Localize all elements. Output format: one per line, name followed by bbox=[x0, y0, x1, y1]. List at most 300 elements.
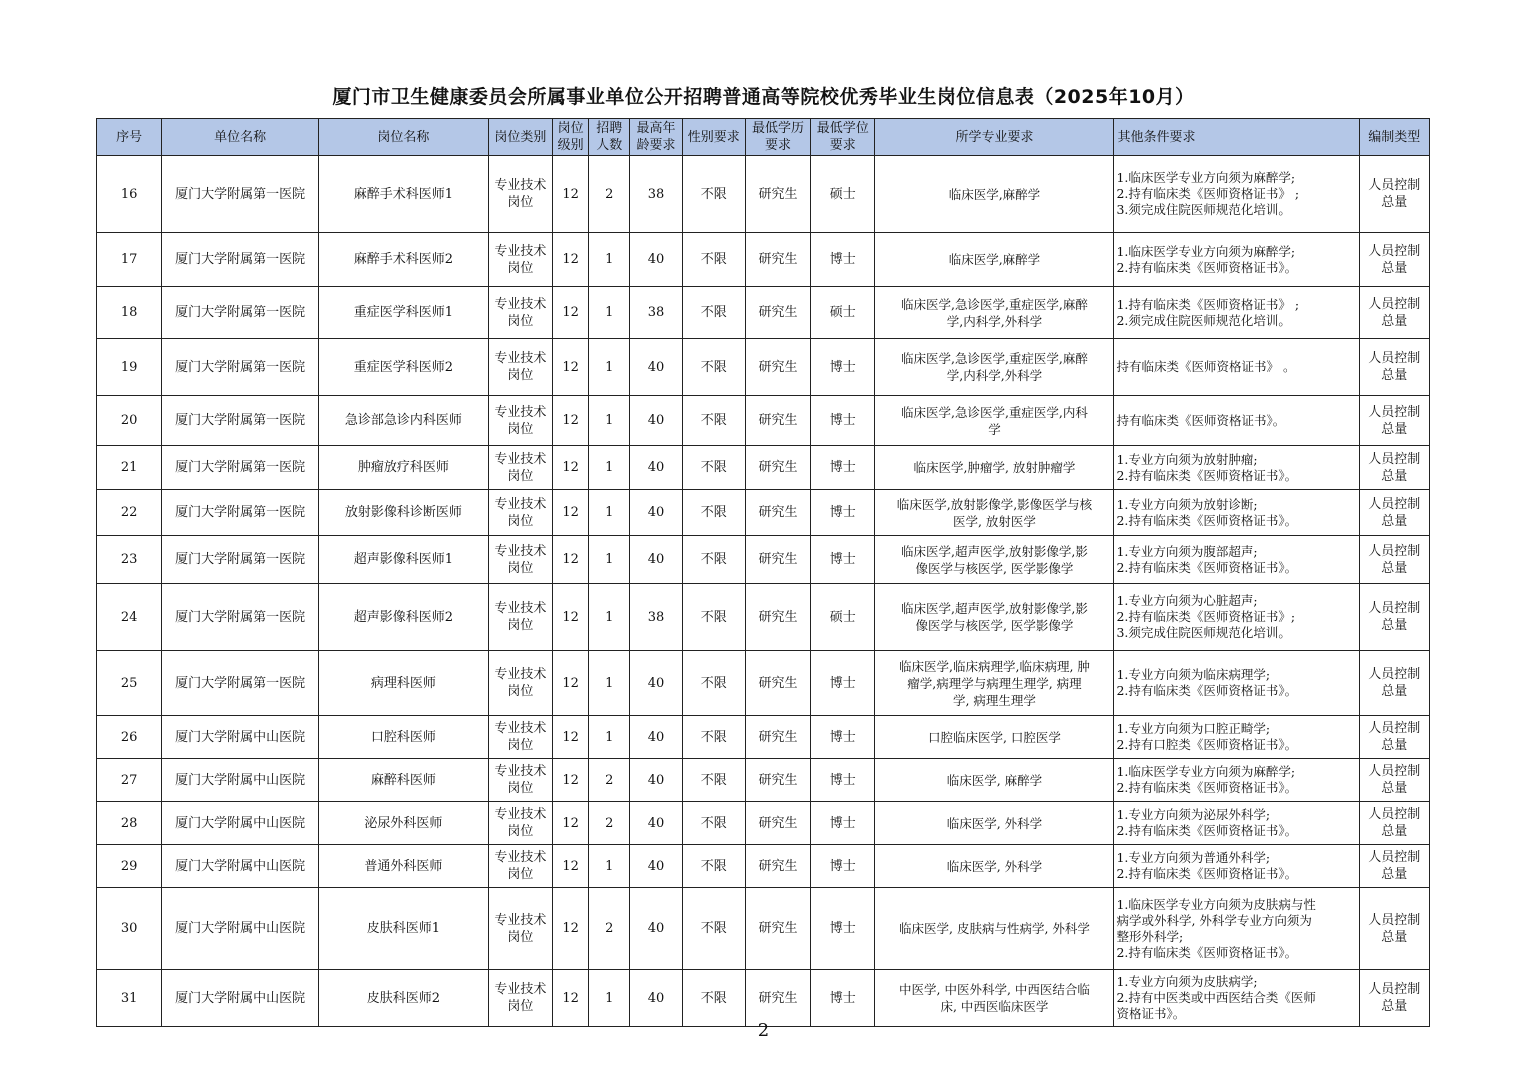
cell-seq: 24 bbox=[97, 584, 162, 651]
cell-other-line: 1.专业方向须为放射肿瘤; bbox=[1116, 451, 1258, 467]
cell-age: 40 bbox=[630, 845, 682, 888]
cell-other-line: 2.持有中医类或中西医结合类《医师 bbox=[1116, 990, 1316, 1005]
cell-other-line: 1.临床医学专业方向须为皮肤病与性 bbox=[1116, 896, 1316, 912]
cell-degree: 博士 bbox=[811, 759, 875, 802]
cell-major-line: 临床医学,麻醉学 bbox=[948, 252, 1041, 267]
cell-category-line: 专业技术 bbox=[494, 243, 547, 259]
cell-staff-line: 人员控制 bbox=[1368, 601, 1421, 616]
cell-other-line: 2.持有临床类《医师资格证书》。 bbox=[1116, 259, 1298, 275]
cell-staff-line: 人员控制 bbox=[1368, 496, 1421, 512]
cell-major bbox=[875, 446, 1114, 490]
cell-other bbox=[1114, 396, 1359, 446]
cell-staff bbox=[1359, 536, 1429, 584]
cell-level: 12 bbox=[553, 802, 589, 845]
cell-edu: 研究生 bbox=[745, 536, 810, 584]
cell-edu: 研究生 bbox=[745, 396, 810, 446]
cell-other-line: 2.须完成住院医师规范化培训。 bbox=[1116, 312, 1291, 328]
cell-degree: 博士 bbox=[811, 845, 875, 888]
header-other: 其他条件要求 bbox=[1114, 119, 1359, 156]
cell-unit: 厦门大学附属第一医院 bbox=[162, 233, 319, 287]
cell-count: 1 bbox=[589, 446, 630, 490]
cell-category bbox=[488, 584, 552, 651]
cell-level: 12 bbox=[553, 759, 589, 802]
cell-age: 38 bbox=[630, 287, 682, 339]
page-title: 厦门市卫生健康委员会所属事业单位公开招聘普通高等院校优秀毕业生岗位信息表（2025年10月） bbox=[332, 86, 1195, 108]
cell-major-line: 像医学与核医学, 医学影像学 bbox=[915, 560, 1074, 576]
cell-level: 12 bbox=[553, 716, 589, 759]
cell-seq: 26 bbox=[97, 716, 162, 759]
header-age: 最高年 龄要求 bbox=[630, 119, 682, 156]
cell-staff-line: 总量 bbox=[1381, 738, 1408, 753]
cell-other-line: 1.专业方向须为普通外科学; bbox=[1116, 850, 1271, 865]
table-row bbox=[97, 651, 1430, 716]
cell-major-line: 临床医学,放射影像学,影像医学与核 bbox=[896, 496, 1093, 512]
cell-category bbox=[488, 651, 552, 716]
cell-age: 40 bbox=[630, 970, 682, 1027]
cell-post: 普通外科医师 bbox=[318, 845, 488, 888]
cell-category-line: 专业技术 bbox=[494, 764, 547, 779]
cell-age: 40 bbox=[630, 888, 682, 970]
cell-other bbox=[1114, 156, 1359, 233]
cell-major-line: 瘤学,病理学与病理生理学, 病理 bbox=[907, 675, 1082, 691]
cell-other-line: 1.持有临床类《医师资格证书》 ; bbox=[1116, 296, 1300, 312]
cell-post: 麻醉科医师 bbox=[318, 759, 488, 802]
cell-category-line: 专业技术 bbox=[494, 451, 547, 467]
cell-other-line: 2.持有临床类《医师资格证书》。 bbox=[1116, 559, 1298, 575]
cell-other-line: 1.临床医学专业方向须为麻醉学; bbox=[1116, 764, 1296, 779]
cell-other bbox=[1114, 970, 1359, 1027]
cell-degree: 博士 bbox=[811, 970, 875, 1027]
cell-degree: 博士 bbox=[811, 888, 875, 970]
cell-major-line: 临床医学,肿瘤学, 放射肿瘤学 bbox=[913, 460, 1076, 475]
cell-category-line: 岗位 bbox=[507, 867, 534, 882]
header-staff: 编制类型 bbox=[1359, 119, 1429, 156]
cell-major-line: 中医学, 中医外科学, 中西医结合临 bbox=[899, 982, 1090, 997]
cell-major bbox=[875, 651, 1114, 716]
cell-major bbox=[875, 287, 1114, 339]
cell-age: 40 bbox=[630, 651, 682, 716]
cell-gender: 不限 bbox=[682, 287, 745, 339]
cell-category-line: 岗位 bbox=[507, 684, 534, 699]
cell-unit: 厦门大学附属中山医院 bbox=[162, 845, 319, 888]
cell-category bbox=[488, 888, 552, 970]
table-row bbox=[97, 396, 1430, 446]
table-row bbox=[97, 446, 1430, 490]
cell-other-line: 3.须完成住院医师规范化培训。 bbox=[1116, 202, 1291, 217]
cell-other-line: 1.专业方向须为心脏超声; bbox=[1116, 593, 1258, 608]
cell-other bbox=[1114, 759, 1359, 802]
table-row bbox=[97, 802, 1430, 845]
cell-staff bbox=[1359, 339, 1429, 396]
cell-other-line: 2.持有临床类《医师资格证书》; bbox=[1116, 609, 1296, 624]
cell-post: 病理科医师 bbox=[318, 651, 488, 716]
cell-category-line: 专业技术 bbox=[494, 296, 547, 312]
cell-level: 12 bbox=[553, 651, 589, 716]
cell-age: 40 bbox=[630, 490, 682, 536]
cell-staff-line: 人员控制 bbox=[1368, 912, 1421, 928]
cell-gender: 不限 bbox=[682, 396, 745, 446]
cell-count: 1 bbox=[589, 584, 630, 651]
cell-staff-line: 总量 bbox=[1381, 929, 1408, 945]
cell-post: 皮肤科医师2 bbox=[318, 970, 488, 1027]
cell-staff bbox=[1359, 970, 1429, 1027]
cell-level: 12 bbox=[553, 446, 589, 490]
cell-category-line: 专业技术 bbox=[494, 912, 547, 928]
cell-staff-line: 总量 bbox=[1381, 999, 1408, 1014]
cell-other-line: 病学或外科学, 外科学专业方向须为 bbox=[1116, 912, 1312, 928]
cell-other-line: 2.持有临床类《医师资格证书》。 bbox=[1116, 780, 1298, 795]
cell-other bbox=[1114, 716, 1359, 759]
cell-level: 12 bbox=[553, 156, 589, 233]
cell-other bbox=[1114, 802, 1359, 845]
cell-other-line: 2.持有临床类《医师资格证书》。 bbox=[1116, 512, 1298, 528]
cell-gender: 不限 bbox=[682, 970, 745, 1027]
cell-seq: 23 bbox=[97, 536, 162, 584]
cell-category-line: 岗位 bbox=[507, 421, 534, 437]
cell-unit: 厦门大学附属中山医院 bbox=[162, 716, 319, 759]
header-edu: 最低学历 要求 bbox=[745, 119, 810, 156]
cell-unit: 厦门大学附属第一医院 bbox=[162, 536, 319, 584]
cell-count: 1 bbox=[589, 536, 630, 584]
cell-major-line: 临床医学, 外科学 bbox=[946, 858, 1043, 874]
cell-gender: 不限 bbox=[682, 802, 745, 845]
cell-degree: 博士 bbox=[811, 339, 875, 396]
cell-age: 40 bbox=[630, 339, 682, 396]
cell-staff-line: 总量 bbox=[1381, 313, 1408, 329]
cell-edu: 研究生 bbox=[745, 287, 810, 339]
cell-seq: 18 bbox=[97, 287, 162, 339]
cell-major-line: 临床医学,临床病理学,临床病理, 肿 bbox=[899, 658, 1090, 674]
cell-major bbox=[875, 339, 1114, 396]
cell-category-line: 专业技术 bbox=[494, 721, 547, 736]
cell-seq: 17 bbox=[97, 233, 162, 287]
cell-gender: 不限 bbox=[682, 584, 745, 651]
cell-staff bbox=[1359, 584, 1429, 651]
cell-edu: 研究生 bbox=[745, 490, 810, 536]
cell-age: 40 bbox=[630, 233, 682, 287]
cell-level: 12 bbox=[553, 584, 589, 651]
cell-major-line: 临床医学, 外科学 bbox=[946, 815, 1043, 831]
table-row bbox=[97, 156, 1430, 233]
table-row bbox=[97, 287, 1430, 339]
header-category: 岗位类别 bbox=[488, 119, 552, 156]
cell-edu: 研究生 bbox=[745, 970, 810, 1027]
cell-staff-line: 总量 bbox=[1381, 260, 1408, 276]
cell-other-line: 2.持有临床类《医师资格证书》 ; bbox=[1116, 186, 1300, 201]
cell-category-line: 岗位 bbox=[507, 260, 534, 276]
header-degree: 最低学位 要求 bbox=[811, 119, 875, 156]
cell-category-line: 专业技术 bbox=[494, 496, 547, 512]
cell-staff-line: 人员控制 bbox=[1368, 296, 1421, 312]
cell-major bbox=[875, 888, 1114, 970]
cell-post: 麻醉手术科医师1 bbox=[318, 156, 488, 233]
cell-category bbox=[488, 396, 552, 446]
cell-other-line: 2.持有临床类《医师资格证书》。 bbox=[1116, 823, 1298, 838]
cell-edu: 研究生 bbox=[745, 845, 810, 888]
cell-staff-line: 总量 bbox=[1381, 684, 1408, 699]
cell-category-line: 岗位 bbox=[507, 513, 534, 529]
cell-count: 1 bbox=[589, 396, 630, 446]
cell-staff-line: 总量 bbox=[1381, 513, 1408, 529]
cell-unit: 厦门大学附属中山医院 bbox=[162, 970, 319, 1027]
cell-unit: 厦门大学附属中山医院 bbox=[162, 802, 319, 845]
cell-other-line: 2.持有临床类《医师资格证书》。 bbox=[1116, 683, 1298, 698]
cell-degree: 博士 bbox=[811, 716, 875, 759]
cell-gender: 不限 bbox=[682, 536, 745, 584]
cell-other-line: 1.专业方向须为泌尿外科学; bbox=[1116, 807, 1271, 822]
cell-category bbox=[488, 233, 552, 287]
cell-staff bbox=[1359, 396, 1429, 446]
cell-level: 12 bbox=[553, 287, 589, 339]
cell-other bbox=[1114, 584, 1359, 651]
cell-other-line: 2.持有临床类《医师资格证书》。 bbox=[1116, 467, 1298, 483]
cell-gender: 不限 bbox=[682, 339, 745, 396]
cell-post: 麻醉手术科医师2 bbox=[318, 233, 488, 287]
cell-staff-line: 总量 bbox=[1381, 468, 1408, 484]
cell-count: 2 bbox=[589, 156, 630, 233]
cell-other bbox=[1114, 651, 1359, 716]
cell-unit: 厦门大学附属第一医院 bbox=[162, 339, 319, 396]
table-row bbox=[97, 233, 1430, 287]
cell-seq: 25 bbox=[97, 651, 162, 716]
cell-level: 12 bbox=[553, 845, 589, 888]
table-row bbox=[97, 970, 1430, 1027]
cell-degree: 硕士 bbox=[811, 584, 875, 651]
cell-seq: 22 bbox=[97, 490, 162, 536]
cell-unit: 厦门大学附属第一医院 bbox=[162, 287, 319, 339]
cell-degree: 博士 bbox=[811, 802, 875, 845]
cell-category bbox=[488, 716, 552, 759]
cell-major-line: 临床医学,急诊医学,重症医学,内科 bbox=[900, 404, 1088, 420]
cell-category-line: 岗位 bbox=[507, 781, 534, 796]
cell-level: 12 bbox=[553, 339, 589, 396]
cell-edu: 研究生 bbox=[745, 759, 810, 802]
cell-count: 1 bbox=[589, 651, 630, 716]
cell-degree: 博士 bbox=[811, 490, 875, 536]
cell-staff bbox=[1359, 287, 1429, 339]
cell-major bbox=[875, 156, 1114, 233]
cell-age: 40 bbox=[630, 716, 682, 759]
cell-major bbox=[875, 802, 1114, 845]
table-row bbox=[97, 759, 1430, 802]
table-row bbox=[97, 339, 1430, 396]
cell-seq: 30 bbox=[97, 888, 162, 970]
cell-gender: 不限 bbox=[682, 446, 745, 490]
header-count: 招聘 人数 bbox=[589, 119, 630, 156]
cell-staff-line: 总量 bbox=[1381, 781, 1408, 796]
cell-other-line: 2.持有临床类《医师资格证书》。 bbox=[1116, 944, 1298, 960]
cell-count: 1 bbox=[589, 845, 630, 888]
cell-staff-line: 人员控制 bbox=[1368, 404, 1421, 420]
cell-other bbox=[1114, 536, 1359, 584]
cell-degree: 博士 bbox=[811, 396, 875, 446]
cell-edu: 研究生 bbox=[745, 446, 810, 490]
cell-staff-line: 总量 bbox=[1381, 421, 1408, 437]
cell-post: 超声影像科医师1 bbox=[318, 536, 488, 584]
cell-major-line: 像医学与核医学, 医学影像学 bbox=[915, 618, 1074, 633]
cell-staff bbox=[1359, 446, 1429, 490]
cell-major-line: 临床医学, 皮肤病与性病学, 外科学 bbox=[899, 921, 1090, 936]
cell-major-line: 临床医学,超声医学,放射影像学,影 bbox=[900, 601, 1088, 616]
cell-age: 40 bbox=[630, 802, 682, 845]
cell-major-line: 口腔临床医学, 口腔医学 bbox=[927, 729, 1061, 745]
cell-other bbox=[1114, 490, 1359, 536]
cell-category-line: 专业技术 bbox=[494, 807, 547, 822]
cell-major bbox=[875, 536, 1114, 584]
cell-count: 1 bbox=[589, 716, 630, 759]
cell-gender: 不限 bbox=[682, 233, 745, 287]
cell-seq: 27 bbox=[97, 759, 162, 802]
cell-staff bbox=[1359, 156, 1429, 233]
cell-staff-line: 人员控制 bbox=[1368, 721, 1421, 736]
cell-level: 12 bbox=[553, 536, 589, 584]
cell-category-line: 专业技术 bbox=[494, 351, 547, 366]
cell-other-line: 1.专业方向须为腹部超声; bbox=[1116, 543, 1258, 559]
cell-category bbox=[488, 970, 552, 1027]
cell-other bbox=[1114, 287, 1359, 339]
cell-staff bbox=[1359, 716, 1429, 759]
cell-category-line: 岗位 bbox=[507, 195, 534, 210]
cell-category bbox=[488, 536, 552, 584]
cell-gender: 不限 bbox=[682, 759, 745, 802]
cell-category-line: 岗位 bbox=[507, 313, 534, 329]
cell-staff-line: 总量 bbox=[1381, 867, 1408, 882]
table-row bbox=[97, 536, 1430, 584]
cell-category-line: 岗位 bbox=[507, 618, 534, 633]
cell-degree: 硕士 bbox=[811, 287, 875, 339]
cell-post: 重症医学科医师2 bbox=[318, 339, 488, 396]
cell-category-line: 专业技术 bbox=[494, 404, 547, 420]
cell-post: 放射影像科诊断医师 bbox=[318, 490, 488, 536]
cell-level: 12 bbox=[553, 490, 589, 536]
cell-staff bbox=[1359, 802, 1429, 845]
cell-unit: 厦门大学附属中山医院 bbox=[162, 759, 319, 802]
cell-category-line: 专业技术 bbox=[494, 850, 547, 865]
cell-major-line: 临床医学, 麻醉学 bbox=[946, 772, 1043, 788]
cell-staff bbox=[1359, 759, 1429, 802]
cell-major-line: 学, 病理生理学 bbox=[952, 692, 1036, 708]
cell-staff-line: 总量 bbox=[1381, 560, 1408, 576]
cell-seq: 19 bbox=[97, 339, 162, 396]
cell-staff-line: 总量 bbox=[1381, 618, 1408, 633]
cell-staff-line: 人员控制 bbox=[1368, 351, 1421, 366]
cell-major bbox=[875, 845, 1114, 888]
cell-seq: 20 bbox=[97, 396, 162, 446]
cell-staff bbox=[1359, 888, 1429, 970]
cell-count: 1 bbox=[589, 339, 630, 396]
cell-other-line: 1.临床医学专业方向须为麻醉学; bbox=[1116, 243, 1296, 259]
cell-other-line: 整形外科学; bbox=[1116, 928, 1184, 944]
cell-major-line: 学,内科学,外科学 bbox=[946, 368, 1043, 383]
cell-edu: 研究生 bbox=[745, 716, 810, 759]
cell-unit: 厦门大学附属第一医院 bbox=[162, 584, 319, 651]
header-post: 岗位名称 bbox=[318, 119, 488, 156]
table-header-row bbox=[97, 119, 1430, 156]
cell-category-line: 专业技术 bbox=[494, 667, 547, 682]
cell-edu: 研究生 bbox=[745, 802, 810, 845]
table-row bbox=[97, 584, 1430, 651]
cell-count: 1 bbox=[589, 287, 630, 339]
cell-major bbox=[875, 584, 1114, 651]
cell-category-line: 专业技术 bbox=[494, 601, 547, 616]
header-unit: 单位名称 bbox=[162, 119, 319, 156]
cell-staff bbox=[1359, 651, 1429, 716]
cell-degree: 博士 bbox=[811, 536, 875, 584]
cell-category bbox=[488, 339, 552, 396]
cell-staff-line: 总量 bbox=[1381, 824, 1408, 839]
cell-age: 38 bbox=[630, 156, 682, 233]
cell-post: 急诊部急诊内科医师 bbox=[318, 396, 488, 446]
cell-major-line: 学,内科学,外科学 bbox=[946, 313, 1043, 329]
cell-category bbox=[488, 845, 552, 888]
cell-seq: 21 bbox=[97, 446, 162, 490]
cell-post: 重症医学科医师1 bbox=[318, 287, 488, 339]
cell-category-line: 岗位 bbox=[507, 824, 534, 839]
cell-category bbox=[488, 446, 552, 490]
cell-gender: 不限 bbox=[682, 888, 745, 970]
cell-other-line: 持有临床类《医师资格证书》。 bbox=[1116, 412, 1286, 428]
cell-other-line: 资格证书》。 bbox=[1116, 1006, 1186, 1021]
cell-major bbox=[875, 233, 1114, 287]
cell-edu: 研究生 bbox=[745, 651, 810, 716]
cell-edu: 研究生 bbox=[745, 584, 810, 651]
cell-major bbox=[875, 716, 1114, 759]
cell-post: 皮肤科医师1 bbox=[318, 888, 488, 970]
cell-staff-line: 总量 bbox=[1381, 195, 1408, 210]
cell-gender: 不限 bbox=[682, 716, 745, 759]
cell-category-line: 专业技术 bbox=[494, 982, 547, 997]
cell-category-line: 专业技术 bbox=[494, 543, 547, 559]
cell-other-line: 1.专业方向须为口腔正畸学; bbox=[1116, 721, 1271, 736]
cell-major-line: 床, 中西医临床医学 bbox=[940, 999, 1049, 1014]
table-row bbox=[97, 490, 1430, 536]
cell-staff-line: 人员控制 bbox=[1368, 543, 1421, 559]
table-row bbox=[97, 716, 1430, 759]
header-gender: 性别要求 bbox=[682, 119, 745, 156]
cell-count: 2 bbox=[589, 802, 630, 845]
cell-staff-line: 人员控制 bbox=[1368, 807, 1421, 822]
cell-staff-line: 人员控制 bbox=[1368, 764, 1421, 779]
cell-other bbox=[1114, 233, 1359, 287]
cell-unit: 厦门大学附属第一医院 bbox=[162, 156, 319, 233]
cell-category-line: 岗位 bbox=[507, 999, 534, 1014]
cell-other bbox=[1114, 888, 1359, 970]
cell-count: 1 bbox=[589, 490, 630, 536]
cell-major bbox=[875, 490, 1114, 536]
cell-unit: 厦门大学附属中山医院 bbox=[162, 888, 319, 970]
cell-unit: 厦门大学附属第一医院 bbox=[162, 446, 319, 490]
cell-category-line: 岗位 bbox=[507, 929, 534, 945]
cell-edu: 研究生 bbox=[745, 888, 810, 970]
cell-degree: 博士 bbox=[811, 233, 875, 287]
cell-level: 12 bbox=[553, 396, 589, 446]
cell-age: 40 bbox=[630, 536, 682, 584]
cell-category bbox=[488, 490, 552, 536]
cell-age: 40 bbox=[630, 396, 682, 446]
page-number: 2 bbox=[757, 1020, 770, 1041]
cell-gender: 不限 bbox=[682, 156, 745, 233]
cell-gender: 不限 bbox=[682, 490, 745, 536]
cell-staff-line: 人员控制 bbox=[1368, 451, 1421, 467]
cell-edu: 研究生 bbox=[745, 233, 810, 287]
cell-degree: 博士 bbox=[811, 651, 875, 716]
cell-major-line: 临床医学,急诊医学,重症医学,麻醉 bbox=[900, 296, 1088, 312]
cell-other-line: 1.专业方向须为临床病理学; bbox=[1116, 667, 1271, 682]
cell-seq: 16 bbox=[97, 156, 162, 233]
cell-staff bbox=[1359, 233, 1429, 287]
cell-other-line: 2.持有口腔类《医师资格证书》。 bbox=[1116, 737, 1298, 752]
cell-unit: 厦门大学附属第一医院 bbox=[162, 651, 319, 716]
